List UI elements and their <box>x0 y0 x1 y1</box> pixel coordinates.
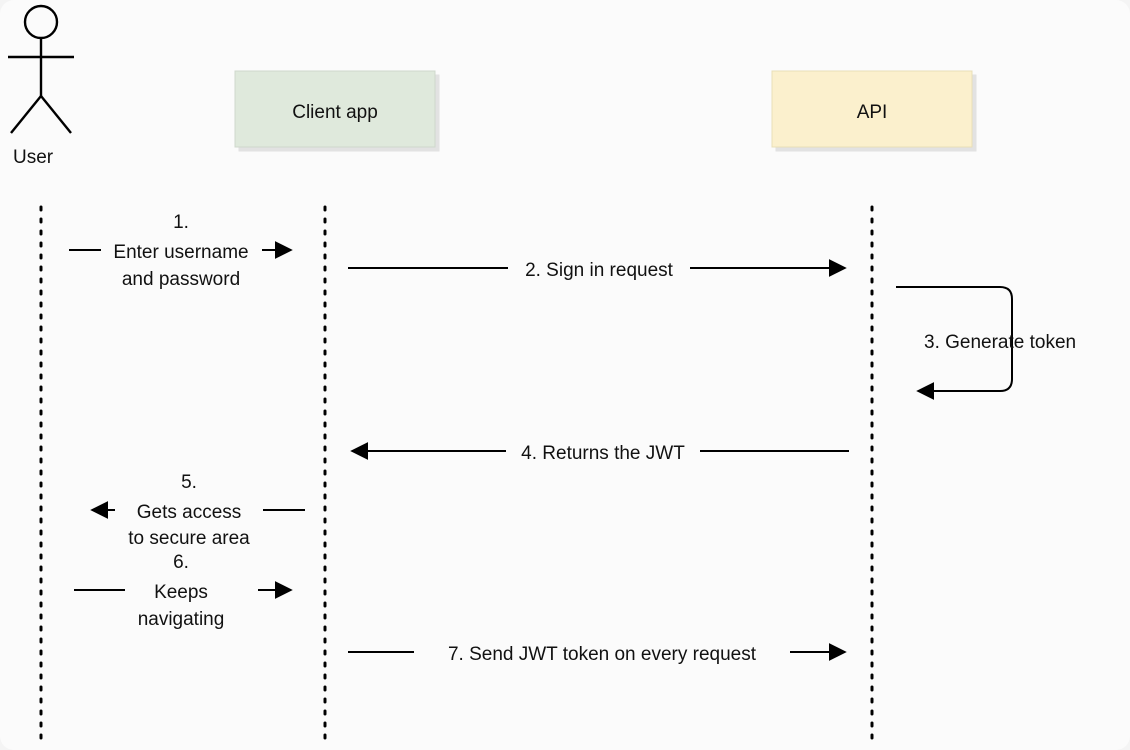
actor-right-leg-icon <box>41 96 71 133</box>
message-6-label-line2: navigating <box>137 609 225 630</box>
actor-left-leg-icon <box>11 96 41 133</box>
participant-user-label: User <box>13 147 54 168</box>
message-4 <box>352 443 849 464</box>
message-3 <box>896 287 1076 391</box>
message-6-number: 6. <box>173 552 189 573</box>
message-6-label-line1: Keeps <box>154 582 208 603</box>
participant-api <box>772 71 972 147</box>
participant-client-app-label: Client app <box>292 102 378 123</box>
participant-user <box>8 6 74 168</box>
message-4-label: 4. Returns the JWT <box>521 443 685 464</box>
message-1-number: 1. <box>173 212 189 233</box>
message-1-label-line1: Enter username <box>113 242 249 263</box>
message-5-label-line1: Gets access <box>136 502 242 523</box>
message-1-label-line2: and password <box>121 269 241 290</box>
message-5-label-line2: to secure area <box>128 528 250 549</box>
participant-client-app <box>235 71 435 147</box>
participant-api-label: API <box>856 102 888 123</box>
message-3-label: 3. Generate token <box>924 332 1077 353</box>
actor-head-icon <box>25 6 57 38</box>
message-6 <box>74 552 291 630</box>
message-2 <box>348 260 845 281</box>
message-5 <box>92 472 305 549</box>
message-7 <box>348 644 845 665</box>
message-1 <box>69 212 291 290</box>
message-2-label: 2. Sign in request <box>525 260 673 281</box>
message-7-label: 7. Send JWT token on every request <box>447 644 757 665</box>
message-5-number: 5. <box>181 472 197 493</box>
